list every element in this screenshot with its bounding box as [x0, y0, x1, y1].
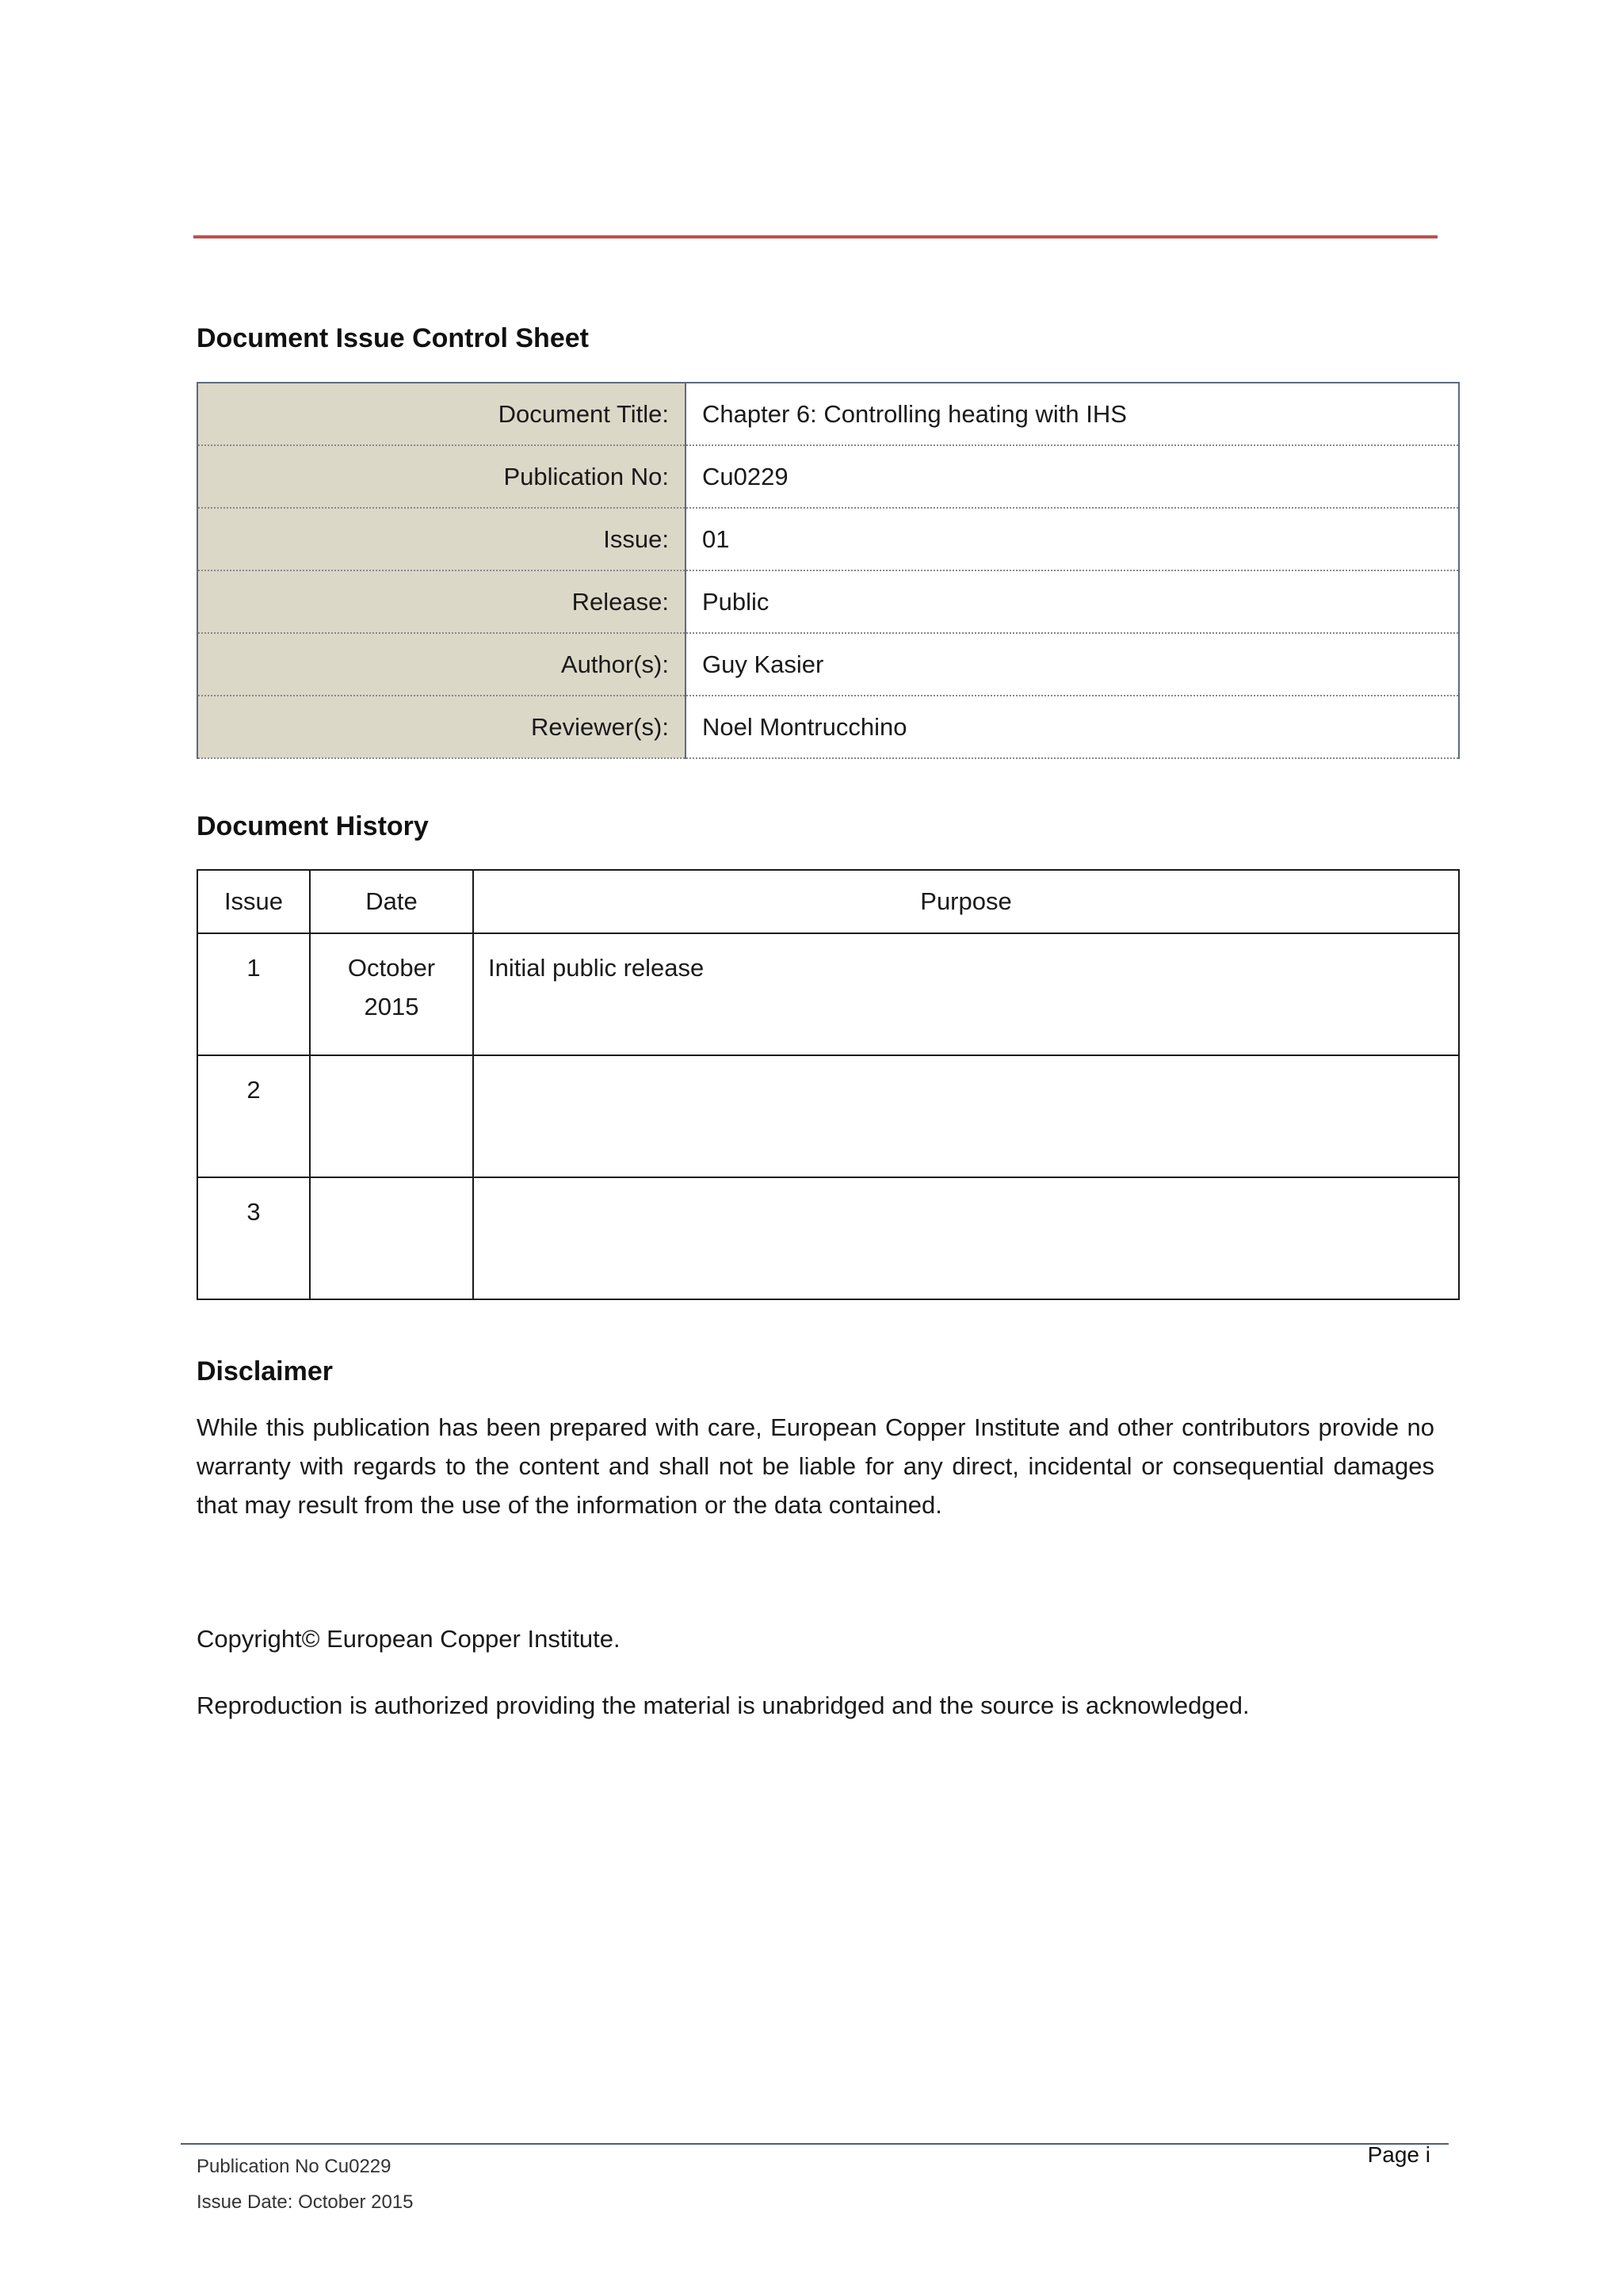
history-heading: Document History — [197, 811, 429, 841]
control-sheet-table — [197, 382, 1460, 759]
history-issue: 2 — [197, 1055, 310, 1177]
column-header-issue: Issue — [197, 870, 310, 933]
column-header-purpose: Purpose — [473, 870, 1459, 933]
footer-rule — [181, 2143, 1449, 2145]
history-issue: 3 — [197, 1177, 310, 1299]
table-row — [197, 1177, 1459, 1299]
history-date-line: 2015 — [364, 993, 419, 1020]
control-value: 01 — [685, 508, 1459, 570]
control-label: Author(s): — [197, 633, 685, 696]
table-row — [197, 1055, 1459, 1177]
copyright-text: Copyright© European Copper Institute. — [197, 1625, 621, 1653]
history-purpose — [473, 1177, 1459, 1299]
control-label: Reviewer(s): — [197, 696, 685, 758]
control-value: Guy Kasier — [685, 633, 1459, 696]
control-value: Noel Montrucchino — [685, 696, 1459, 758]
control-value: Public — [685, 570, 1459, 633]
reproduction-text: Reproduction is authorized providing the material is unabridged and the source is acknowledged. — [197, 1691, 1250, 1719]
table-header-row — [197, 870, 1459, 933]
control-label: Document Title: — [197, 383, 685, 445]
control-value: Chapter 6: Controlling heating with IHS — [685, 383, 1459, 445]
history-issue: 1 — [197, 933, 310, 1055]
table-row — [197, 508, 1459, 570]
control-label: Issue: — [197, 508, 685, 570]
header-rule — [193, 235, 1438, 238]
history-date — [310, 1177, 473, 1299]
table-row — [197, 933, 1459, 1055]
table-row — [197, 570, 1459, 633]
control-value: Cu0229 — [685, 445, 1459, 508]
page-number: Page i — [1367, 2142, 1430, 2167]
history-date — [310, 1055, 473, 1177]
disclaimer-text: While this publication has been prepared with care, European Copper Institute and other contributors provide no warranty with regards to the content and shall not be liable for any direct, incidental or consequential damages that may result from the use of the information or the data contained. — [197, 1413, 1434, 1519]
table-row — [197, 633, 1459, 696]
history-date — [310, 933, 473, 1055]
table-row — [197, 383, 1459, 445]
history-purpose: Initial public release — [473, 933, 1459, 1055]
history-date-line: October — [347, 954, 436, 982]
disclaimer-heading: Disclaimer — [197, 1356, 333, 1386]
control-label: Publication No: — [197, 445, 685, 508]
control-sheet-heading: Document Issue Control Sheet — [197, 323, 589, 353]
control-label: Release: — [197, 570, 685, 633]
footer-issue-date: Issue Date: October 2015 — [197, 2191, 414, 2213]
column-header-date: Date — [310, 870, 473, 933]
history-purpose — [473, 1055, 1459, 1177]
footer-info — [197, 2149, 414, 2220]
table-row — [197, 696, 1459, 758]
history-table — [197, 869, 1460, 1300]
table-row — [197, 445, 1459, 508]
footer-publication: Publication No Cu0229 — [197, 2156, 391, 2177]
